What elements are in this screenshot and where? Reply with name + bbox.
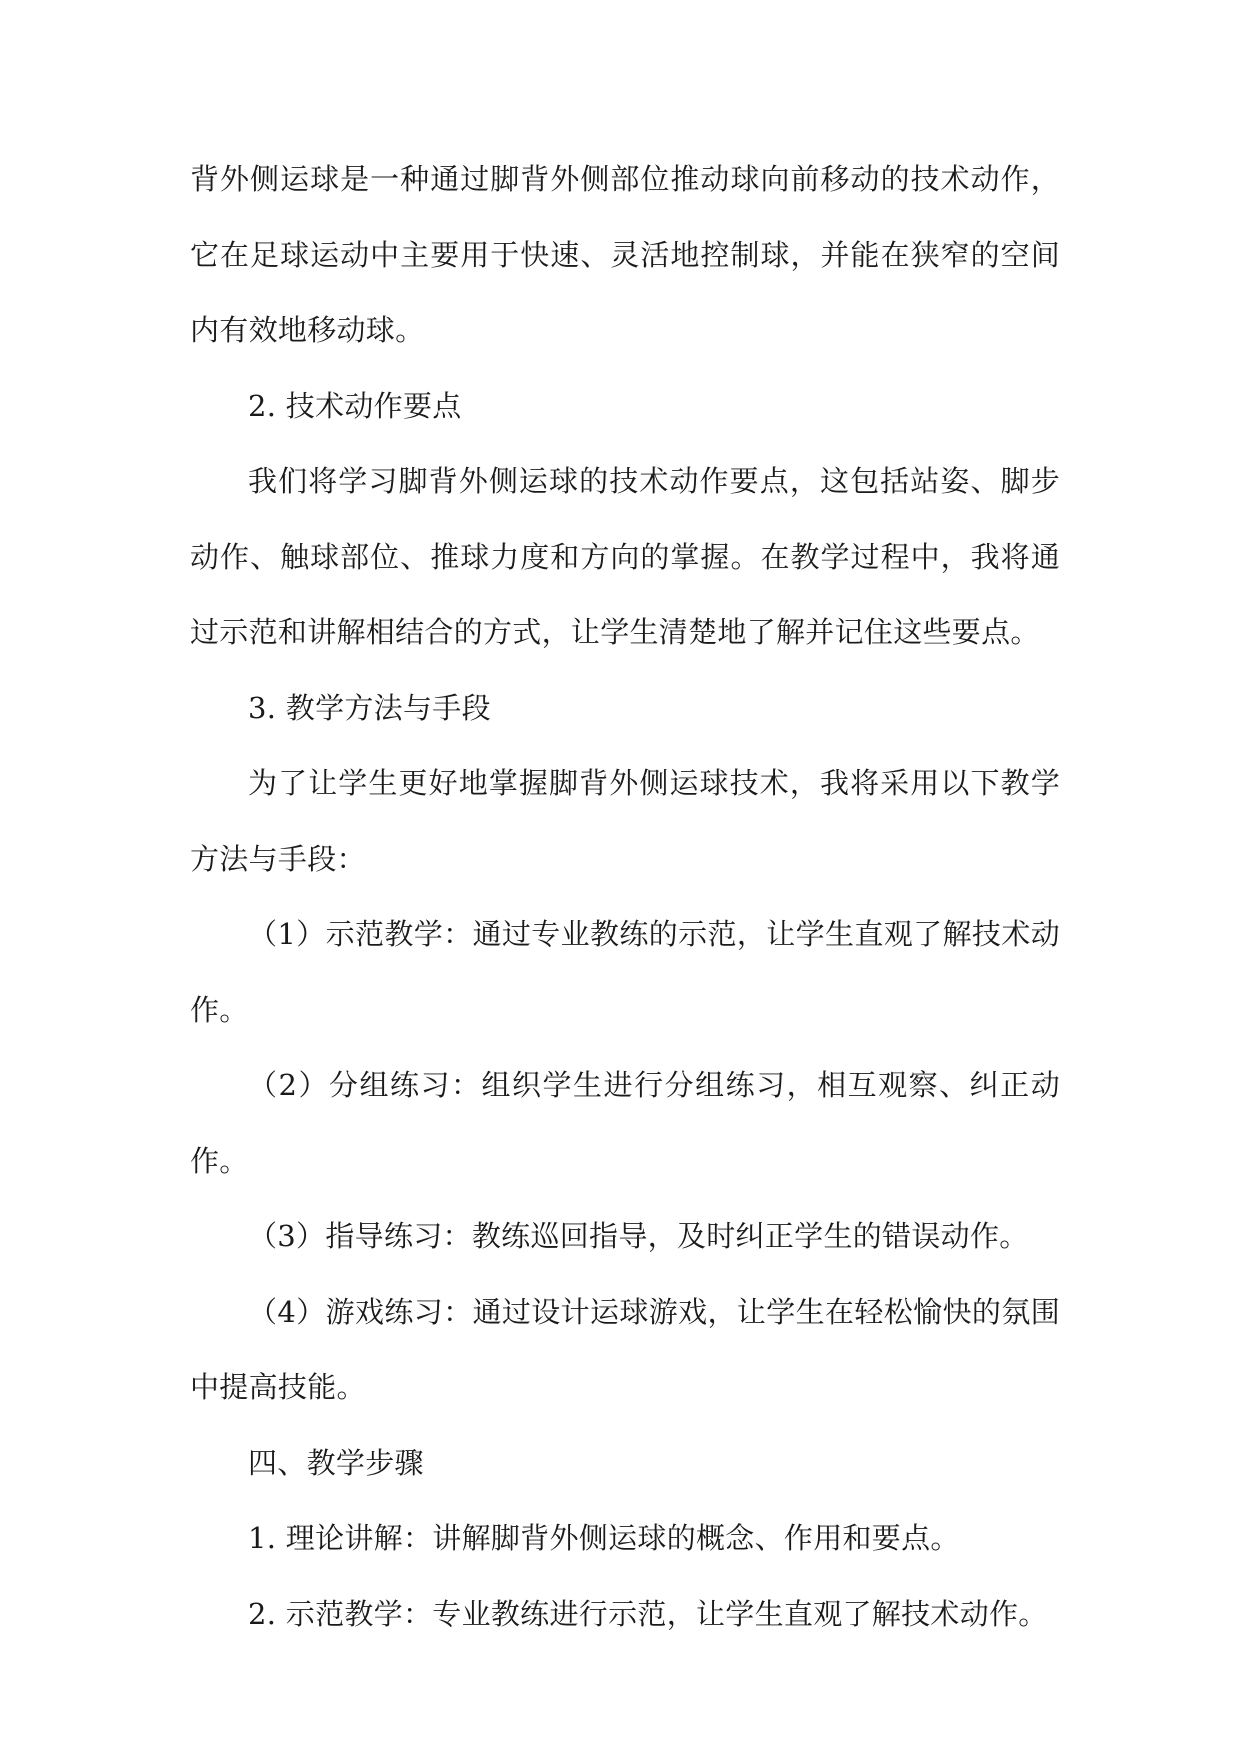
section-heading-technique-points: 2. 技术动作要点 (248, 388, 462, 423)
list-item-game-practice: （4）游戏练习：通过设计运球游戏，让学生在轻松愉快的氛围中提高技能。 (190, 1294, 1060, 1404)
list-item-demonstration: （1）示范教学：通过专业教练的示范，让学生直观了解技术动作。 (190, 917, 1060, 1027)
list-item-group-practice: （2）分组练习：组织学生进行分组练习，相互观察、纠正动作。 (190, 1068, 1060, 1178)
document-body (190, 142, 1060, 1652)
section-heading-teaching-steps: 四、教学步骤 (248, 1445, 424, 1480)
list-item-guided-practice: （3）指导练习：教练巡回指导，及时纠正学生的错误动作。 (248, 1219, 1029, 1253)
paragraph-teaching-methods-intro: 为了让学生更好地掌握脚背外侧运球技术，我将采用以下教学方法与手段： (190, 766, 1060, 876)
paragraph-continuation: 背外侧运球是一种通过脚背外侧部位推动球向前移动的技术动作，它在足球运动中主要用于快速、灵活地控制球，并能在狭窄的空间内有效地移动球。 (190, 162, 1060, 347)
section-heading-teaching-methods: 3. 教学方法与手段 (248, 690, 491, 725)
step-item-demonstration: 2. 示范教学：专业教练进行示范，让学生直观了解技术动作。 (248, 1596, 1048, 1631)
paragraph-technique-points: 我们将学习脚背外侧运球的技术动作要点，这包括站姿、脚步动作、触球部位、推球力度和方向的掌握。在教学过程中，我将通过示范和讲解相结合的方式，让学生清楚地了解并记住这些要点。 (190, 464, 1060, 649)
step-item-theory: 1. 理论讲解：讲解脚背外侧运球的概念、作用和要点。 (248, 1521, 960, 1555)
